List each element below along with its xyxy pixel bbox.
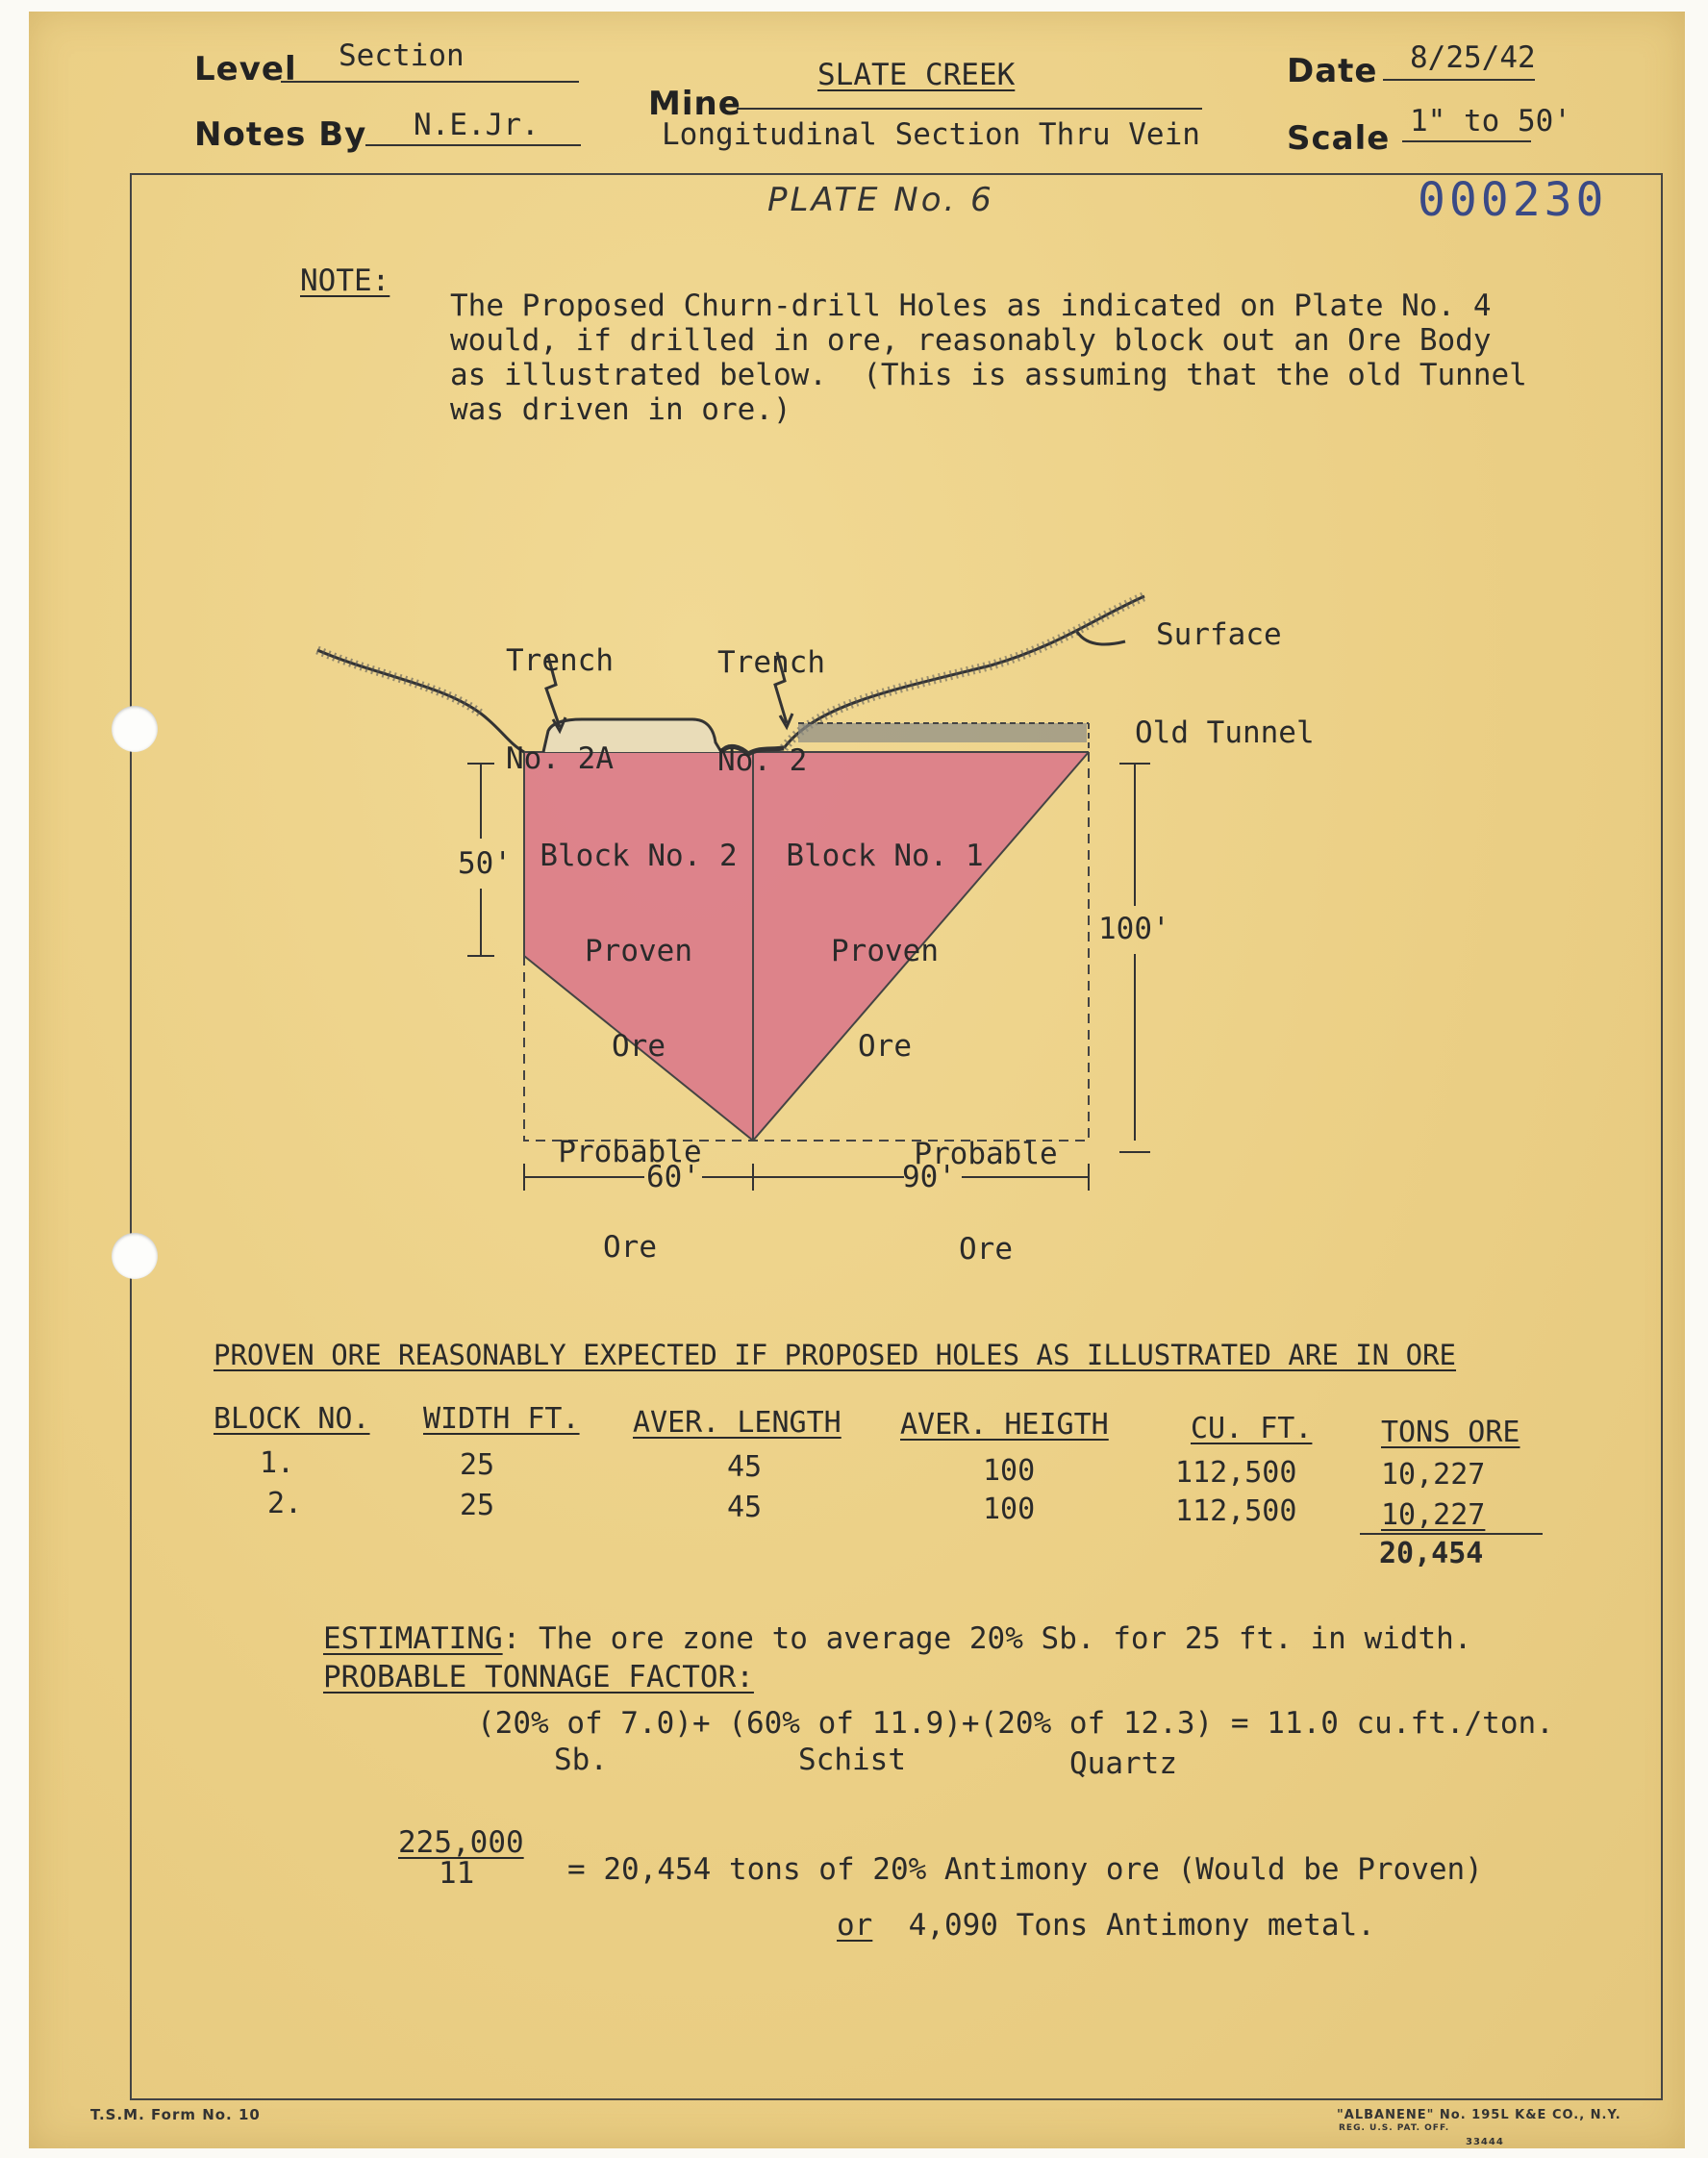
cell-length: 45 (727, 1450, 763, 1484)
probable-left-line1: Probable (558, 1135, 702, 1169)
albanene-brand: "ALBANENE" No. 195L K&E CO., N.Y. (1337, 2108, 1621, 2122)
trench-2a-line2: No. 2A (506, 741, 614, 776)
trench-2a-line1: Trench (506, 643, 614, 678)
probable-right-label (894, 1075, 1077, 1329)
date-value: 8/25/42 (1410, 40, 1536, 75)
cell-cu-ft: 112,500 (1175, 1494, 1297, 1528)
header-tons-ore: TONS ORE (1381, 1416, 1520, 1449)
cell-length: 45 (727, 1491, 763, 1524)
form-number: T.S.M. Form No. 10 (90, 2106, 261, 2123)
note-line: as illustrated below. (This is assuming that the old Tunnel (450, 358, 1527, 392)
tons-total: 20,454 (1379, 1537, 1484, 1570)
plate-title: PLATE No. 6 (767, 181, 994, 219)
estimating-label: ESTIMATING (323, 1621, 503, 1656)
header-aver-length: AVER. LENGTH (633, 1406, 841, 1440)
mine-subtitle: Longitudinal Section Thru Vein (662, 117, 1200, 152)
cell-cu-ft: 112,500 (1175, 1456, 1297, 1490)
cell-width: 25 (460, 1489, 495, 1522)
header-aver-heigth: AVER. HEIGTH (900, 1408, 1109, 1442)
notes-by-value: N.E.Jr. (414, 108, 540, 142)
dim-100-label: 100' (1098, 912, 1170, 946)
sb-caption: Sb. (554, 1743, 608, 1777)
dim-60-label: 60' (646, 1160, 700, 1194)
probable-right-line2: Ore (959, 1232, 1013, 1267)
probable-right-line1: Probable (914, 1137, 1058, 1171)
level-label: Level (194, 50, 297, 88)
level-value: Section (339, 38, 465, 73)
block-1-line3: Ore (858, 1029, 912, 1064)
paper-code: 33444 (1466, 2137, 1504, 2147)
mine-value: SLATE CREEK (817, 58, 1016, 92)
cell-height: 100 (983, 1454, 1036, 1488)
cell-width: 25 (460, 1448, 495, 1482)
fraction-numerator: 225,000 (398, 1825, 524, 1860)
tonnage-result: = 20,454 tons of 20% Antimony ore (Would be Proven) (567, 1852, 1483, 1887)
header-block-no: BLOCK NO. (214, 1402, 370, 1436)
block-2-line1: Block No. 2 (540, 839, 738, 873)
note-line: The Proposed Churn-drill Holes as indicated on Plate No. 4 (450, 289, 1492, 323)
header-cu-ft: CU. FT. (1191, 1412, 1313, 1445)
estimating-line (323, 1621, 1471, 1656)
trench-2-line1: Trench (717, 645, 825, 680)
date-label: Date (1287, 52, 1378, 90)
surface-label: Surface (1156, 617, 1282, 652)
scale-value: 1" to 50' (1410, 104, 1571, 138)
scale-label: Scale (1287, 119, 1391, 158)
cell-tons-ore: 10,227 (1381, 1498, 1486, 1532)
paper-sheet (29, 12, 1685, 2148)
table-title: PROVEN ORE REASONABLY EXPECTED IF PROPOSED HOLES AS ILLUSTRATED ARE IN ORE (214, 1339, 1457, 1371)
reg-mark: REG. U.S. PAT. OFF. (1339, 2123, 1450, 2133)
tonnage-factor-label: PROBABLE TONNAGE FACTOR: (323, 1660, 754, 1694)
notes-by-label: Notes By (194, 115, 367, 154)
cell-block-no: 2. (267, 1487, 303, 1520)
fraction-denominator: 11 (439, 1856, 475, 1891)
block-2-line3: Ore (612, 1029, 666, 1064)
or-word: or (837, 1908, 873, 1943)
metal-text: 4,090 Tons Antimony metal. (908, 1908, 1375, 1943)
block-1-line2: Proven (831, 934, 939, 968)
note-line: would, if drilled in ore, reasonably block out an Ore Body (450, 323, 1492, 358)
cell-tons-ore: 10,227 (1381, 1458, 1486, 1492)
estimating-text: : The ore zone to average 20% Sb. for 25 ft. in width. (502, 1621, 1472, 1656)
block-1-line1: Block No. 1 (786, 839, 984, 873)
probable-left-line2: Ore (603, 1230, 657, 1265)
cell-height: 100 (983, 1493, 1036, 1526)
note-label: NOTE: (300, 263, 390, 298)
old-tunnel-label: Old Tunnel (1135, 715, 1315, 750)
metal-line (837, 1908, 1375, 1943)
dim-50-label: 50' (458, 846, 512, 881)
quartz-caption: Quartz (1069, 1746, 1177, 1781)
schist-caption: Schist (798, 1743, 906, 1777)
surface-pointer (1077, 632, 1125, 644)
dim-90-label: 90' (902, 1160, 956, 1194)
note-line: was driven in ore.) (450, 392, 791, 427)
block-2-line2: Proven (585, 934, 692, 968)
cell-block-no: 1. (260, 1446, 295, 1480)
serial-number: 000230 (1418, 173, 1608, 227)
block-1-label (769, 777, 1000, 1126)
probable-left-label (534, 1073, 726, 1327)
trench-2-line2: No. 2 (717, 743, 808, 778)
total-rule (1360, 1533, 1543, 1535)
old-tunnel (798, 723, 1087, 742)
header-width: WIDTH FT. (423, 1402, 580, 1436)
tonnage-formula: (20% of 7.0)+ (60% of 11.9)+(20% of 12.3) = 11.0 cu.ft./ton. (477, 1706, 1554, 1741)
mine-label: Mine (648, 85, 741, 123)
